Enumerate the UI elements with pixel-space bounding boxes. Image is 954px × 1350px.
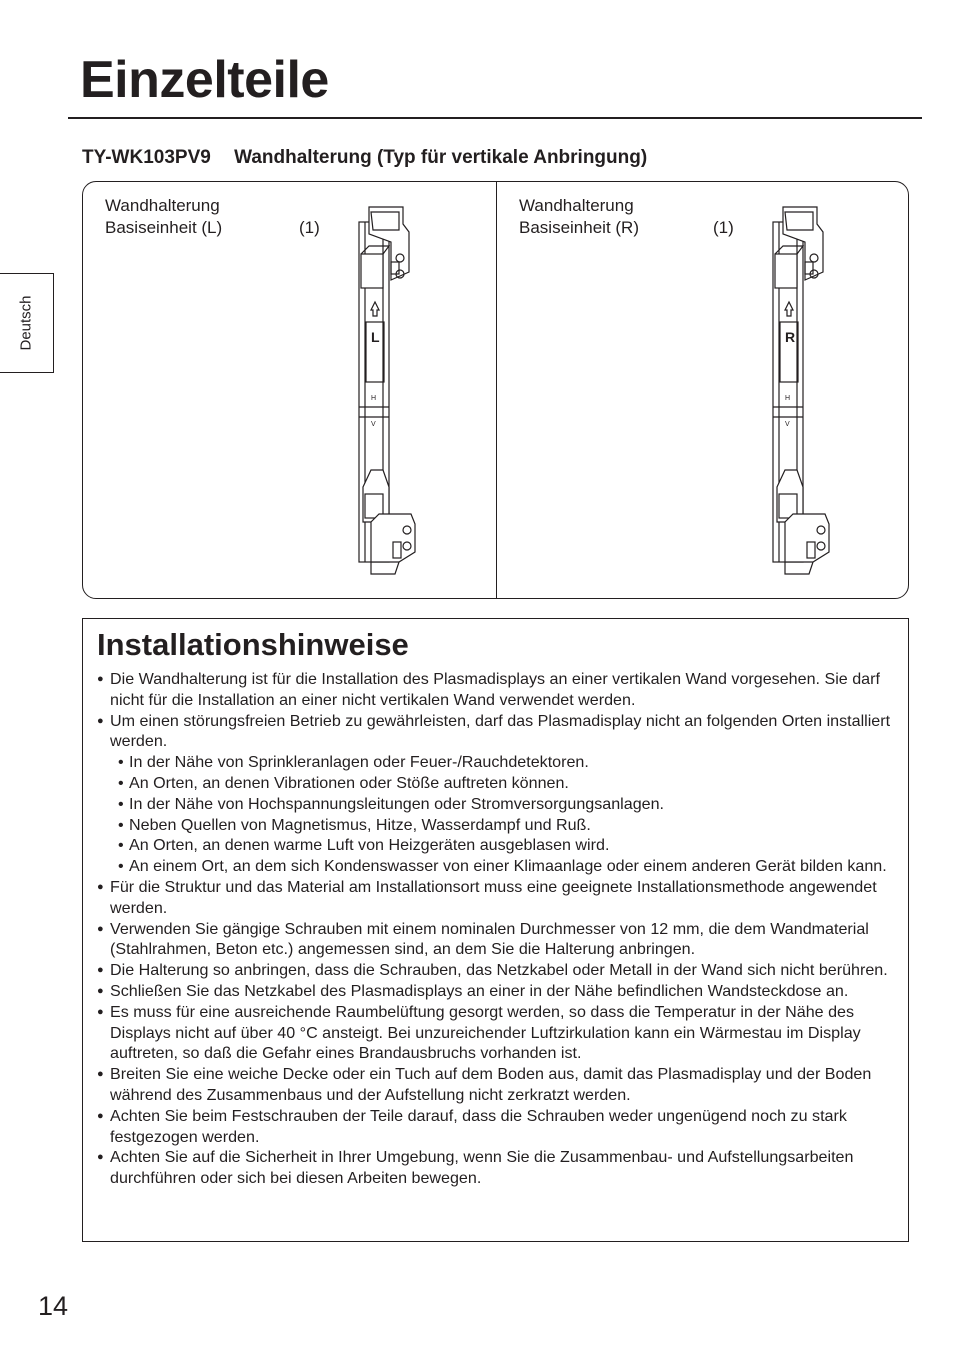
language-side-tab bbox=[0, 273, 54, 373]
note-text: Es muss für eine ausreichende Raumbelüftung gesorgt werden, so dass die Temperatur in der Nähe des Displays nicht auf über 40 °C ansteigt. Bei unzureichender Luftzirkulation kann ein Wärmestau im Display auftreten, so daß die Gefahr eines Brandausbruchs vorhanden ist. bbox=[110, 1002, 861, 1063]
note-item bbox=[97, 981, 897, 1002]
note-text: Schließen Sie das Netzkabel des Plasmadisplays an einer in der Nähe befindlichen Wandsteckdose an. bbox=[110, 981, 849, 1000]
drawing-mark-v: V bbox=[371, 421, 376, 428]
drawing-mark-h: H bbox=[785, 395, 791, 402]
drawing-label: L bbox=[371, 329, 380, 345]
part-name bbox=[105, 195, 222, 239]
part-cell-left bbox=[83, 182, 496, 598]
note-text: Die Halterung so anbringen, dass die Schrauben, das Netzkabel oder Metall in der Wand sich nicht berühren. bbox=[110, 961, 888, 980]
notes-list bbox=[97, 669, 897, 1189]
sub-item-text: An Orten, an denen Vibrationen oder Stöße auftreten können. bbox=[129, 773, 569, 792]
bullet-icon: ● bbox=[97, 984, 104, 997]
part-quantity: (1) bbox=[713, 218, 734, 237]
note-text: Für die Struktur und das Material am Installationsort muss eine geeignete Installationsmethode angewendet werden. bbox=[110, 877, 877, 917]
bullet-icon: ● bbox=[97, 1005, 104, 1018]
parts-box bbox=[82, 181, 909, 599]
bracket-right-drawing bbox=[755, 202, 855, 582]
sub-item-text: An Orten, an denen warme Luft von Heizgeräten ausgeblasen wird. bbox=[129, 836, 610, 855]
note-item bbox=[97, 1106, 897, 1148]
sub-item-text: In der Nähe von Sprinkleranlagen oder Feuer-/Rauchdetektoren. bbox=[129, 753, 589, 772]
model-number: TY-WK103PV9 bbox=[82, 147, 211, 168]
note-item bbox=[97, 1064, 897, 1106]
part-name-line2: Basiseinheit (R) bbox=[519, 218, 639, 237]
bullet-icon: ● bbox=[97, 673, 104, 685]
note-item bbox=[97, 877, 897, 919]
sub-list-item bbox=[110, 773, 897, 794]
sub-bullet-icon: • bbox=[118, 857, 124, 876]
sub-bullet-icon: • bbox=[118, 815, 124, 834]
note-text: Achten Sie beim Festschrauben der Teile darauf, dass die Schrauben weder ungenügend noch zu stark festgezogen werden. bbox=[110, 1106, 847, 1146]
part-cell-right bbox=[497, 182, 910, 598]
note-item bbox=[97, 1002, 897, 1064]
language-label: Deutsch bbox=[17, 295, 34, 351]
sub-item-text: Neben Quellen von Magnetismus, Hitze, Wasserdampf und Ruß. bbox=[129, 815, 591, 834]
page-title: Einzelteile bbox=[80, 51, 329, 109]
notes-heading: Installationshinweise bbox=[97, 627, 409, 662]
part-name-line1: Wandhalterung bbox=[519, 196, 634, 215]
bracket-left-drawing bbox=[341, 202, 441, 582]
sub-bullet-icon: • bbox=[118, 773, 124, 792]
sub-list-item bbox=[110, 794, 897, 815]
sub-bullet-icon: • bbox=[118, 836, 124, 855]
bullet-icon: ● bbox=[97, 922, 104, 935]
part-name bbox=[519, 195, 639, 239]
drawing-mark-h: H bbox=[371, 395, 377, 402]
section-subheading bbox=[82, 146, 647, 170]
sub-bullet-icon: • bbox=[118, 753, 124, 772]
subheading-text: Wandhalterung (Typ für vertikale Anbringung) bbox=[234, 147, 648, 168]
note-text: Breiten Sie eine weiche Decke oder ein Tuch auf dem Boden aus, damit das Plasmadisplay und der Boden während des Zusammenbaus und der Aufstellung nicht zerkratzt werden. bbox=[110, 1065, 872, 1104]
bullet-icon: ● bbox=[97, 1151, 104, 1164]
sub-list-item bbox=[110, 815, 897, 836]
part-name-line1: Wandhalterung bbox=[105, 196, 220, 215]
sub-list-item bbox=[110, 752, 897, 773]
bullet-icon: ● bbox=[97, 964, 104, 977]
part-name-line2: Basiseinheit (L) bbox=[105, 218, 223, 237]
sub-list bbox=[110, 752, 897, 877]
note-item bbox=[97, 960, 897, 981]
part-quantity: (1) bbox=[299, 218, 320, 237]
sub-list-item bbox=[110, 835, 897, 856]
note-item bbox=[97, 669, 897, 711]
note-item bbox=[97, 711, 897, 877]
sub-bullet-icon: • bbox=[118, 794, 124, 813]
bullet-icon: ● bbox=[97, 1109, 104, 1122]
note-text: Die Wandhalterung ist für die Installation des Plasmadisplays an einer vertikalen Wand vorgesehen. Sie darf nicht für die Installation an einer nicht vertikalen Wand verwendet werden. bbox=[110, 670, 880, 709]
title-rule bbox=[68, 117, 922, 119]
page-number: 14 bbox=[38, 1291, 69, 1321]
installation-notes-box bbox=[82, 618, 909, 1242]
sub-item-text: An einem Ort, an dem sich Kondenswasser von einer Klimaanlage oder einem anderen Gerät bilden kann. bbox=[129, 857, 887, 876]
note-item bbox=[97, 1147, 897, 1189]
note-text: Um einen störungsfreien Betrieb zu gewährleisten, darf das Plasmadisplay nicht an folgenden Orten installiert werden. bbox=[110, 711, 891, 751]
bullet-icon: ● bbox=[97, 1068, 104, 1081]
bullet-icon: ● bbox=[97, 880, 104, 893]
bullet-icon: ● bbox=[97, 714, 104, 727]
note-text: Verwenden Sie gängige Schrauben mit einem nominalen Durchmesser von 12 mm, die dem Wandmaterial (Stahlrahmen, Beton etc.) angemessen sind, an dem Sie die Halterung anbringen. bbox=[110, 919, 869, 959]
drawing-label: R bbox=[785, 329, 796, 345]
drawing-mark-v: V bbox=[785, 421, 790, 428]
sub-list-item bbox=[110, 856, 897, 877]
note-item bbox=[97, 919, 897, 961]
sub-item-text: In der Nähe von Hochspannungsleitungen oder Stromversorgungsanlagen. bbox=[129, 794, 665, 813]
note-text: Achten Sie auf die Sicherheit in Ihrer Umgebung, wenn Sie die Zusammenbau- und Aufstellungsarbeiten durchführen oder sich bei diesen Arbeiten bewegen. bbox=[110, 1148, 854, 1188]
